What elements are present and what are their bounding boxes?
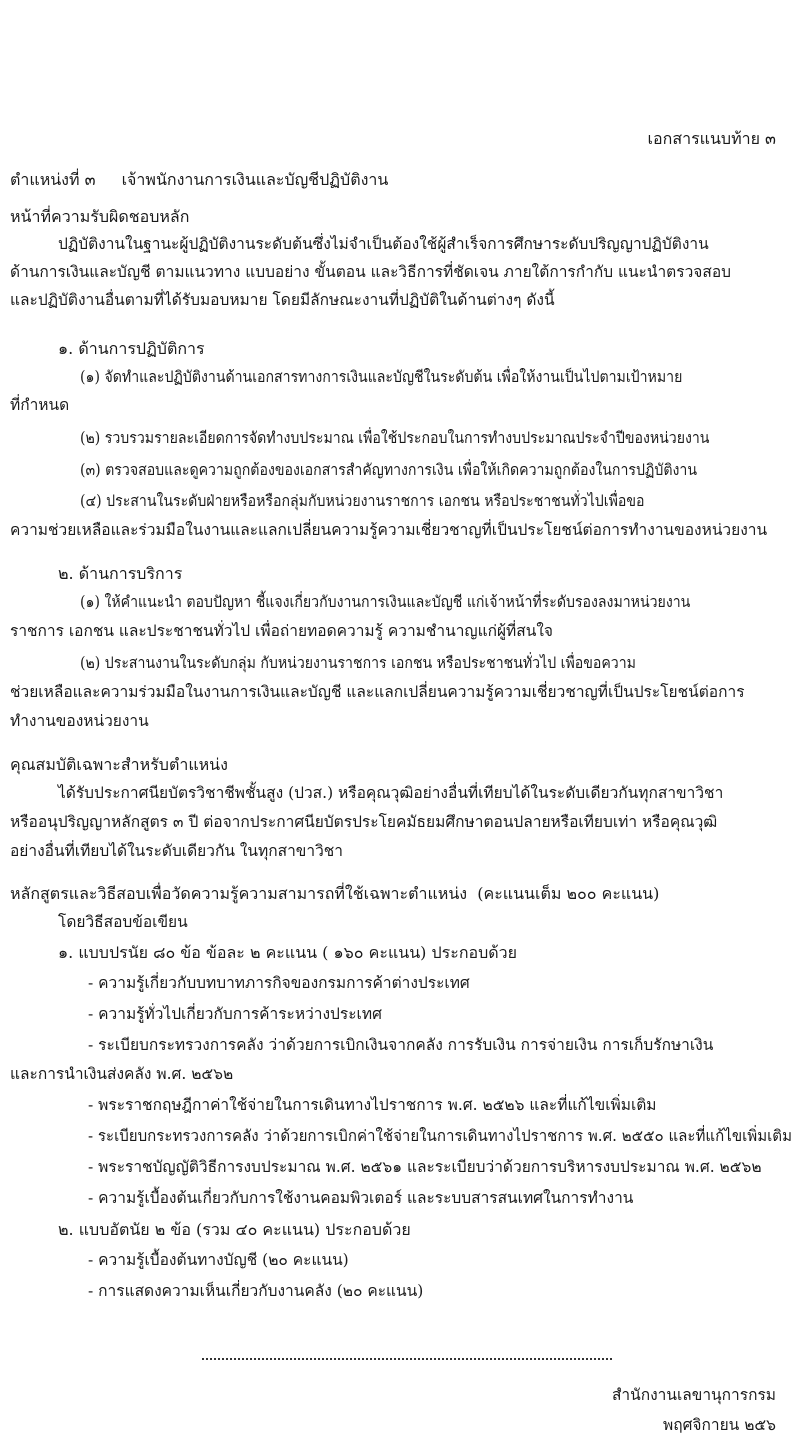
duties-intro-line-3: และปฏิบัติงานอื่นตามที่ได้รับมอบหมาย โดยมีลักษณะงานที่ปฏิบัติในด้านต่างๆ ดังนี้ <box>10 291 555 309</box>
dotted-separator <box>202 1358 612 1360</box>
operations-item-1-cont: ที่กำหนด <box>10 396 70 414</box>
service-item-2: (๒) ประสานงานในระดับกลุ่ม กับหน่วยงานราชการ เอกชน หรือประชาชนทั่วไป เพื่อขอความ <box>80 654 636 672</box>
exam-heading-line <box>10 882 659 906</box>
service-item-2-cont-2: ทำงานของหน่วยงาน <box>10 712 149 730</box>
operations-item-2: (๒) รวบรวมรายละเอียดการจัดทำงบประมาณ เพื่อใช้ประกอบในการทำงบประมาณประจำปีของหน่วยงาน <box>80 429 710 447</box>
exam-part-1-topic-3-cont: และการนำเงินส่งคลัง พ.ศ. ๒๕๖๒ <box>10 1065 234 1083</box>
service-item-1-cont: ราชการ เอกชน และประชาชนทั่วไป เพื่อถ่ายทอดความรู้ ความชำนาญแก่ผู้ที่สนใจ <box>10 622 553 640</box>
exam-part-1-topic-7: - ความรู้เบื้องต้นเกี่ยวกับการใช้งานคอมพิวเตอร์ และระบบสารสนเทศในการทำงาน <box>88 1189 634 1207</box>
position-title-line <box>10 168 388 192</box>
exam-part-1-topic-3: - ระเบียบกระทรวงการคลัง ว่าด้วยการเบิกเงินจากคลัง การรับเงิน การจ่ายเงิน การเก็บรักษาเงิน <box>88 1036 714 1054</box>
qualifications-line-2: หรืออนุปริญญาหลักสูตร ๓ ปี ต่อจากประกาศนียบัตรประโยคมัธยมศึกษาตอนปลายหรือเทียบเท่า หรือคุณวุฒิ <box>10 813 718 831</box>
duties-intro-line-1: ปฏิบัติงานในฐานะผู้ปฏิบัติงานระดับต้นซึ่งไม่จำเป็นต้องใช้ผู้สำเร็จการศึกษาระดับปริญญาปฏิบัติงาน <box>58 235 709 253</box>
operations-item-4: (๔) ประสานในระดับฝ่ายหรือหรือกลุ่มกับหน่วยงานราชการ เอกชน หรือประชาชนทั่วไปเพื่อขอ <box>80 492 645 510</box>
exam-part-1-topic-2: - ความรู้ทั่วไปเกี่ยวกับการค้าระหว่างประเทศ <box>88 1005 382 1023</box>
service-heading: ๒. ด้านการบริการ <box>58 564 183 583</box>
qualifications-heading: คุณสมบัติเฉพาะสำหรับตำแหน่ง <box>10 755 228 774</box>
duties-heading: หน้าที่ความรับผิดชอบหลัก <box>10 207 190 226</box>
service-item-2-cont: ช่วยเหลือและความร่วมมือในงานการเงินและบัญชี และแลกเปลี่ยนความรู้ความเชี่ยวชาญที่เป็นประโยชน์ต่อการ <box>10 683 745 701</box>
operations-heading: ๑. ด้านการปฏิบัติการ <box>58 339 205 358</box>
exam-part-2-heading: ๒. แบบอัตนัย ๒ ข้อ (รวม ๔๐ คะแนน) ประกอบด้วย <box>58 1220 411 1239</box>
exam-part-1-topic-5: - ระเบียบกระทรวงการคลัง ว่าด้วยการเบิกค่าใช้จ่ายในการเดินทางไปราชการ พ.ศ. ๒๕๕๐ และที่แก้ไขเพิ่มเติม <box>88 1127 793 1145</box>
exam-heading: หลักสูตรและวิธีสอบเพื่อวัดความรู้ความสามารถที่ใช้เฉพาะตำแหน่ง <box>10 884 468 903</box>
exam-part-1-heading: ๑. แบบปรนัย ๘๐ ข้อ ข้อละ ๒ คะแนน ( ๑๖๐ คะแนน) ประกอบด้วย <box>58 943 518 962</box>
exam-part-1-topic-1: - ความรู้เกี่ยวกับบทบาทภารกิจของกรมการค้าต่างประเทศ <box>88 974 470 992</box>
exam-method: โดยวิธีสอบข้อเขียน <box>58 913 188 931</box>
qualifications-line-1: ได้รับประกาศนียบัตรวิชาชีพชั้นสูง (ปวส.) หรือคุณวุฒิอย่างอื่นที่เทียบได้ในระดับเดียวกันทุกสาขาวิชา <box>58 784 724 802</box>
exam-full-score: (คะแนนเต็ม ๒๐๐ คะแนน) <box>477 884 660 903</box>
operations-item-3: (๓) ตรวจสอบและดูความถูกต้องของเอกสารสำคัญทางการเงิน เพื่อให้เกิดความถูกต้องในการปฏิบัติงาน <box>80 461 697 479</box>
exam-part-2-topic-2: - การแสดงความเห็นเกี่ยวกับงานคลัง (๒๐ คะแนน) <box>88 1282 424 1300</box>
footer-office: สำนักงานเลขานุการกรม <box>611 1386 776 1404</box>
position-number: ตำแหน่งที่ ๓ <box>10 170 96 189</box>
service-item-1: (๑) ให้คำแนะนำ ตอบปัญหา ชี้แจงเกี่ยวกับงานการเงินและบัญชี แก่เจ้าหน้าที่ระดับรองลงมาหน่วยงาน <box>80 593 691 611</box>
duties-intro-line-2: ด้านการเงินและบัญชี ตามแนวทาง แบบอย่าง ขั้นตอน และวิธีการที่ชัดเจน ภายใต้การกำกับ แนะนำตรวจสอบ <box>10 263 731 281</box>
attachment-label: เอกสารแนบท้าย ๓ <box>647 129 776 148</box>
qualifications-line-3: อย่างอื่นที่เทียบได้ในระดับเดียวกัน ในทุกสาขาวิชา <box>10 842 344 860</box>
exam-part-1-topic-6: - พระราชบัญญัติวิธีการงบประมาณ พ.ศ. ๒๕๖๑ และระเบียบว่าด้วยการบริหารงบประมาณ พ.ศ. ๒๕๖๒ <box>88 1158 762 1176</box>
footer-date: พฤศจิกายน ๒๕๖ <box>662 1416 776 1434</box>
exam-part-1-topic-4: - พระราชกฤษฎีกาค่าใช้จ่ายในการเดินทางไปราชการ พ.ศ. ๒๕๒๖ และที่แก้ไขเพิ่มเติม <box>88 1096 657 1114</box>
position-title: เจ้าพนักงานการเงินและบัญชีปฏิบัติงาน <box>121 170 389 189</box>
operations-item-1: (๑) จัดทำและปฏิบัติงานด้านเอกสารทางการเงินและบัญชีในระดับต้น เพื่อให้งานเป็นไปตามเป้าหมาย <box>80 368 683 386</box>
operations-item-4-cont: ความช่วยเหลือและร่วมมือในงานและแลกเปลี่ยนความรู้ความเชี่ยวชาญที่เป็นประโยชน์ต่อการทำงานของหน่วยงาน <box>10 521 768 539</box>
exam-part-2-topic-1: - ความรู้เบื้องต้นทางบัญชี (๒๐ คะแนน) <box>88 1251 349 1269</box>
